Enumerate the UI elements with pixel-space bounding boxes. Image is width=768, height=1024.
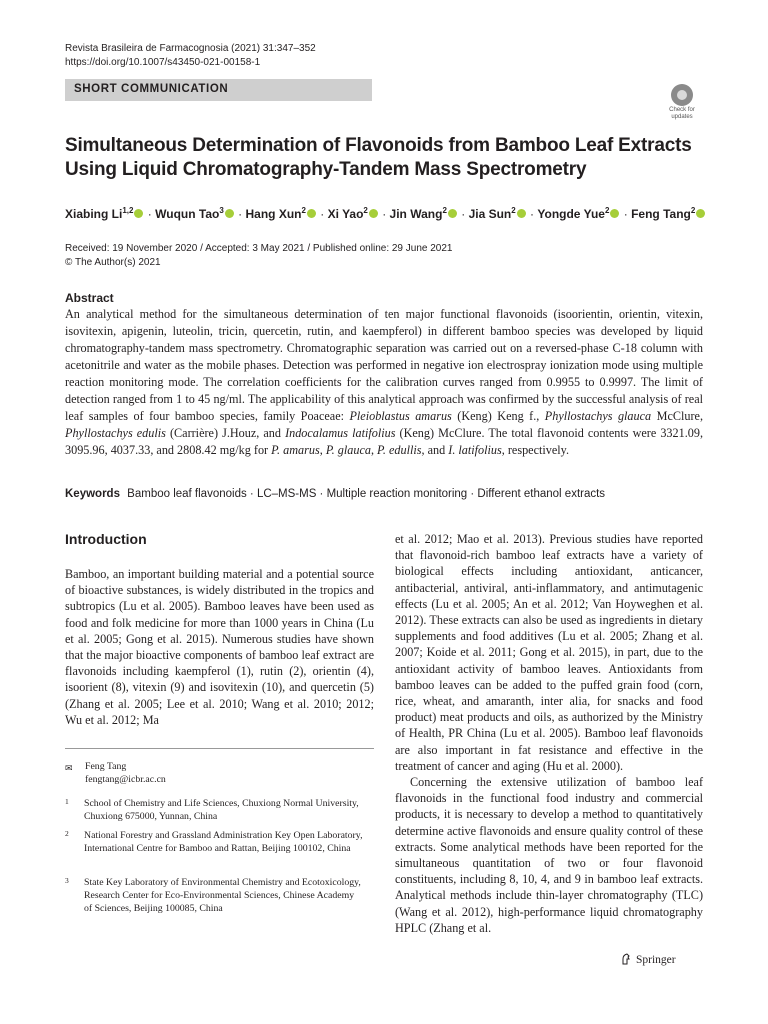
author-affiliation: 2 <box>690 206 696 215</box>
species-name: Phyllostachys edulis <box>65 426 166 440</box>
author[interactable] <box>390 207 458 221</box>
author-separator: · <box>378 207 390 221</box>
corresponding-email[interactable]: fengtang@icbr.ac.cn <box>85 774 166 785</box>
abstract-segment: (Keng) McClure. The total flavonoid contents were 3321.09, 3095.96, 4037.33, and 2808.42 mg/kg for <box>65 426 703 457</box>
author[interactable] <box>155 207 235 221</box>
corresponding-name: Feng Tang <box>85 761 127 772</box>
affiliation-number: 3 <box>65 876 69 885</box>
keywords-list: Bamboo leaf flavonoids · LC–MS-MS · Multiple reaction monitoring · Different ethanol extracts <box>127 488 606 500</box>
publisher-logo <box>620 953 676 967</box>
author-separator: · <box>144 207 156 221</box>
introduction-heading: Introduction <box>65 531 147 547</box>
author[interactable] <box>65 207 144 221</box>
publisher-name: Springer <box>636 954 676 966</box>
right-column <box>395 531 703 936</box>
abstract-text <box>65 306 703 459</box>
article-type-bar <box>65 79 372 101</box>
author-name: Wuqun Tao <box>155 207 220 221</box>
author-separator: · <box>234 207 246 221</box>
author-separator: · <box>620 207 632 221</box>
author-affiliation: 2 <box>442 206 447 215</box>
intro-paragraph-1-cont: et al. 2012; Mao et al. 2013). Previous studies have reported that flavonoid-rich bamboo leaf extracts have a variety of biological effects including antioxidant, anticancer, antibacterial, antiviral, anti-inflammatory, and antimutagenic effects (Lu et al. 2005; An et al. 2012; Van Hoyweghen et al. 2012). These extracts can also be used as ingredients in dietary supplements and food additives (Lu et al. 2005; Zhang et al. 2007; Koide et al. 2011; Gong et al. 2015), in part, due to the antioxidant activity of bamboo leaves. Antioxidants from bamboo leaves can be added to the puffed grain food (corn, rice, wheat, and amaranth, inter alia, for snacks and food product) meat products and oils, as authorized by the Ministry of Health, PR China (Lu et al. 2005). Bamboo leaf flavonoids are also important in fat resistance and effective in the treatment of cancer and aging (Hu et al. 2000). <box>395 532 703 773</box>
abstract-segment: (Carrière) J.Houz, and <box>165 426 286 440</box>
doi-link[interactable]: https://doi.org/10.1007/s43450-021-00158-1 <box>65 57 261 68</box>
author[interactable] <box>631 207 706 221</box>
left-column <box>65 566 374 728</box>
title-line-1: Simultaneous Determination of Flavonoids from Bamboo Leaf Extracts <box>65 135 692 156</box>
author-name: Hang Xun <box>245 207 302 221</box>
author-name: Xiabing Li <box>65 207 123 221</box>
abstract-segment: , respectively. <box>501 443 569 457</box>
author-affiliation: 2 <box>511 206 516 215</box>
abstract-segment: (Keng) Keng f., <box>451 409 545 423</box>
orcid-icon[interactable] <box>225 209 234 218</box>
author-affiliation: 2 <box>363 206 368 215</box>
abstract-segment: , and <box>421 443 449 457</box>
copyright: © The Author(s) 2021 <box>65 257 161 268</box>
abstract-segment: , <box>319 443 326 457</box>
species-name: Phyllostachys glauca <box>544 409 652 423</box>
affiliation-text: State Key Laboratory of Environmental Chemistry and Ecotoxicology, Research Center for Eco-Environmental Sciences, Chinese Academy of Sciences, Beijing 100085, China <box>84 877 361 914</box>
species-name: P. amarus <box>271 443 320 457</box>
author-name: Yongde Yue <box>537 207 605 221</box>
author-separator: · <box>316 207 328 221</box>
abstract-segment: McClure, <box>651 409 703 423</box>
species-name: I. latifolius <box>448 443 502 457</box>
intro-paragraph-1: Bamboo, an important building material and a potential source of bioactive substances, is widely distributed in the tropics and subtropics (Lu et al. 2005). Bamboo leaves have been used as food and folk medicine for more than 1000 years in China (Lu et al. 2005; Gong et al. 2015). Numerous studies have shown that the major bioactive components of bamboo leaf extract are flavonoids including kaempferol (1), rutin (2), orientin (4), isoorient (8), vitexin (9) and isovitexin (10), and quercetin (5) (Zhang et al. 2005; Lee et al. 2010; Wang et al. 2010; 2012; Wu et al. 2012; Ma <box>65 567 374 727</box>
author-affiliation: 3 <box>219 206 224 215</box>
author-list <box>65 202 725 223</box>
article-type-label: SHORT COMMUNICATION <box>74 83 229 95</box>
species-name: P. glauca <box>325 443 371 457</box>
author-name: Xi Yao <box>327 207 364 221</box>
author[interactable] <box>328 207 379 221</box>
journal-citation <box>65 42 316 70</box>
journal-line: Revista Brasileira de Farmacognosia (2021) 31:347–352 <box>65 43 316 54</box>
orcid-icon[interactable] <box>307 209 316 218</box>
keywords-label: Keywords <box>65 488 120 500</box>
history-dates: Received: 19 November 2020 / Accepted: 3 May 2021 / Published online: 29 June 2021 <box>65 243 453 254</box>
abstract-segment: , <box>370 443 378 457</box>
check-updates-text: Check for updates <box>669 107 695 120</box>
article-dates <box>65 242 452 270</box>
affiliation-text: National Forestry and Grassland Administration Key Open Laboratory, International Centre for Bamboo and Rattan, Beijing 100102, China <box>84 830 363 854</box>
article-title <box>65 134 705 182</box>
author-separator: · <box>526 207 538 221</box>
orcid-icon[interactable] <box>696 209 705 218</box>
intro-paragraph-2: Concerning the extensive utilization of bamboo leaf flavonoids in the functional food industry and commercial products, it is necessary to develop a method to quantitatively determine active flavonoids and ensure quality control of these extracts. Some analytical methods have been reported for the simultaneous quantitation of two or four flavonoid constituents, including 8, 10, 4, and 9 in bamboo leaf extracts. Analytical methods include thin-layer chromatography (TLC) (Wang et al. 2012), high-performance liquid chromatography HPLC (Zhang et al. <box>395 775 703 935</box>
orcid-icon[interactable] <box>134 209 143 218</box>
author-affiliation: 2 <box>301 206 306 215</box>
affiliation-number: 2 <box>65 829 69 838</box>
keywords <box>65 486 605 502</box>
affiliation-number: 1 <box>65 797 69 806</box>
author-separator: · <box>457 207 469 221</box>
check-updates-icon <box>671 84 693 106</box>
author[interactable] <box>537 207 620 221</box>
check-for-updates-badge[interactable] <box>662 84 702 124</box>
author-affiliation: 1,2 <box>122 206 134 215</box>
orcid-icon[interactable] <box>448 209 457 218</box>
title-line-2: Using Liquid Chromatography-Tandem Mass Spectrometry <box>65 159 587 180</box>
species-name: P. edullis <box>377 443 422 457</box>
orcid-icon[interactable] <box>517 209 526 218</box>
author-affiliation: 2 <box>604 206 610 215</box>
abstract-heading: Abstract <box>65 291 114 305</box>
author-name: Jin Wang <box>389 207 443 221</box>
author[interactable] <box>245 207 316 221</box>
orcid-icon[interactable] <box>610 209 619 218</box>
species-name: Pleioblastus amarus <box>349 409 452 423</box>
author-name: Jia Sun <box>468 207 512 221</box>
species-name: Indocalamus latifolius <box>285 426 396 440</box>
springer-horse-icon <box>620 953 632 965</box>
footnote-divider <box>65 748 374 749</box>
author-name: Feng Tang <box>631 207 691 221</box>
envelope-icon: ✉ <box>65 763 73 773</box>
affiliation-text: School of Chemistry and Life Sciences, Chuxiong Normal University, Chuxiong 675000, Yunnan, China <box>84 798 359 822</box>
orcid-icon[interactable] <box>369 209 378 218</box>
author[interactable] <box>469 207 527 221</box>
abstract-segment: An analytical method for the simultaneous determination of ten major functional flavonoids (isoorientin, orientin, vitexin, isovitexin, apigenin, luteolin, tricin, quercetin, rutin, and kaempferol) in different bamboo species was developed by liquid chromatography-tandem mass spectrometry. Chromatographic separation was carried out on a reversed-phase C-18 column with acetonitrile and water as the mobile phases. Detection was performed in negative ion electrospray ionization mode using multiple reaction monitoring mode. The correlation coefficients for the calibration curves ranged from 0.9955 to 0.9997. The limit of detection ranged from 1 to 45 ng/ml. The applicability of this analytical approach was confirmed by the successful analysis of real leaf samples of four bamboo species, family Poaceae: <box>65 307 703 423</box>
